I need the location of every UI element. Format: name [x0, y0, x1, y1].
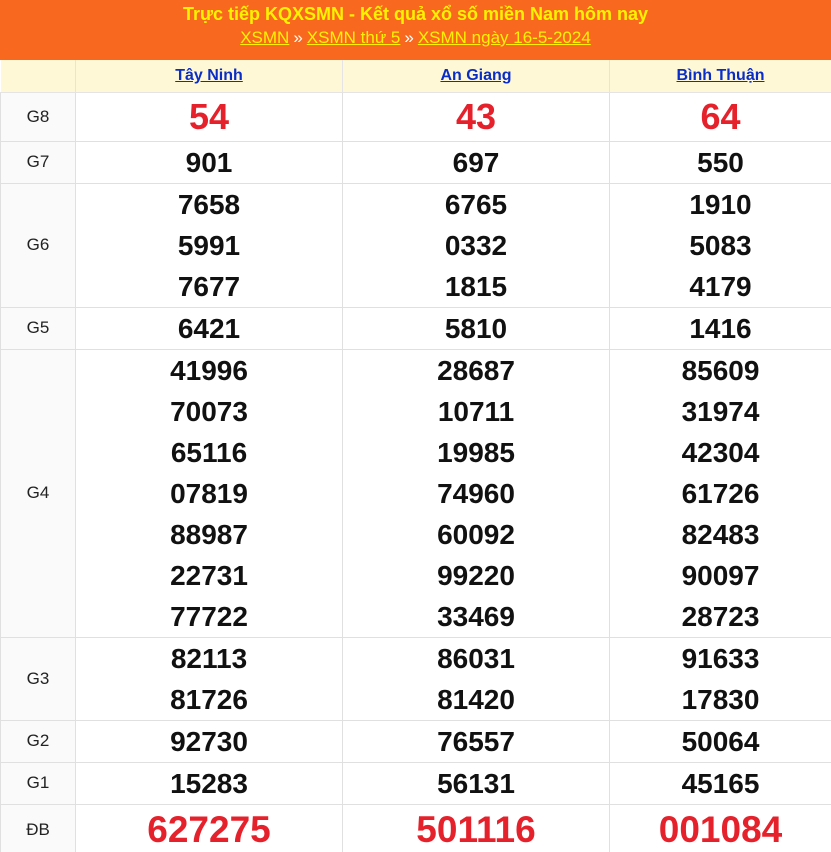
- prize-row-g7: [1, 141, 831, 183]
- prize-cell: [610, 307, 831, 349]
- prize-number: 15283: [170, 767, 248, 799]
- prize-cell: [610, 720, 831, 762]
- prize-cell: [343, 183, 610, 307]
- prize-number: 5083: [689, 229, 752, 261]
- prize-number: 6765: [444, 188, 508, 220]
- prize-cell: [76, 762, 343, 804]
- prize-number: 1910: [689, 188, 752, 220]
- prize-number: 90097: [681, 559, 760, 591]
- prize-label: G8: [1, 92, 76, 141]
- prize-number: 28723: [681, 600, 760, 632]
- prize-label: G5: [1, 307, 76, 349]
- prize-number: 697: [452, 146, 500, 178]
- prize-cell: [343, 637, 610, 720]
- prize-number: 31974: [681, 395, 760, 427]
- prize-cell: [76, 92, 343, 141]
- special-prize-number: 501116: [416, 808, 536, 850]
- prize-number: 81420: [437, 683, 515, 715]
- prize-number: 82113: [170, 642, 248, 674]
- prize-row-db: [1, 804, 831, 852]
- prize-number: 7658: [177, 188, 241, 220]
- prize-row-g8: [1, 92, 831, 141]
- prize-number: 61726: [681, 477, 760, 509]
- breadcrumb-separator: »: [404, 28, 414, 47]
- prize-number: 81726: [170, 683, 248, 715]
- prize-cell: [343, 762, 610, 804]
- breadcrumb: [0, 26, 831, 50]
- prize-number: 4179: [689, 270, 752, 302]
- prize-cell: [76, 804, 343, 852]
- prize-cell: [610, 349, 831, 637]
- prize-number: 43: [455, 95, 497, 137]
- prize-number: 54: [188, 95, 230, 137]
- breadcrumb-xsmn[interactable]: XSMN: [240, 28, 290, 47]
- special-prize-number: 001084: [658, 808, 783, 850]
- prize-number: 0332: [444, 229, 508, 261]
- province-link-binh-thuan[interactable]: Bình Thuận: [676, 66, 765, 84]
- prize-number: 901: [185, 146, 233, 178]
- prize-cell: [610, 637, 831, 720]
- prize-cell: [610, 804, 831, 852]
- breadcrumb-xsmn-date[interactable]: XSMN ngày 16-5-2024: [417, 28, 591, 47]
- prize-number: 91633: [681, 642, 760, 674]
- prize-label: G2: [1, 720, 76, 762]
- prize-number: 41996: [170, 354, 248, 386]
- prize-column-header: [1, 60, 76, 92]
- prize-number: 60092: [437, 518, 515, 550]
- breadcrumb-xsmn-thu-5[interactable]: XSMN thứ 5: [306, 28, 401, 47]
- prize-number: 7677: [177, 270, 241, 302]
- prize-row-g2: [1, 720, 831, 762]
- province-header: [343, 60, 610, 92]
- prize-number: 74960: [437, 477, 515, 509]
- prize-cell: [343, 349, 610, 637]
- page-title: Trực tiếp KQXSMN - Kết quả xổ số miền Nam hôm nay: [182, 4, 649, 24]
- special-prize-number: 627275: [147, 808, 271, 850]
- prize-number: 70073: [170, 395, 248, 427]
- prize-number: 6421: [177, 312, 241, 344]
- prize-number: 88987: [170, 518, 248, 550]
- prize-label: G7: [1, 141, 76, 183]
- province-link-an-giang[interactable]: An Giang: [440, 66, 512, 84]
- prize-row-g4: [1, 349, 831, 637]
- prize-cell: [76, 307, 343, 349]
- prize-number: 76557: [437, 725, 515, 757]
- prize-number: 64: [700, 95, 741, 137]
- prize-cell: [343, 720, 610, 762]
- prize-number: 50064: [681, 725, 760, 757]
- prize-row-g1: [1, 762, 831, 804]
- prize-number: 1416: [689, 312, 752, 344]
- prize-number: 550: [697, 146, 744, 178]
- prize-number: 85609: [681, 354, 760, 386]
- prize-number: 33469: [437, 600, 515, 632]
- page-header: [0, 0, 831, 60]
- prize-cell: [76, 349, 343, 637]
- breadcrumb-separator: »: [293, 28, 303, 47]
- prize-row-g6: [1, 183, 831, 307]
- prize-number: 86031: [437, 642, 515, 674]
- prize-number: 5991: [177, 229, 241, 261]
- prize-cell: [610, 141, 831, 183]
- prize-number: 77722: [170, 600, 248, 632]
- prize-number: 19985: [437, 436, 515, 468]
- prize-number: 1815: [444, 270, 508, 302]
- prize-cell: [343, 141, 610, 183]
- province-header: [76, 60, 343, 92]
- prize-number: 28687: [437, 354, 515, 386]
- prize-cell: [610, 183, 831, 307]
- province-header: [610, 60, 831, 92]
- prize-row-g3: [1, 637, 831, 720]
- prize-number: 56131: [437, 767, 515, 799]
- prize-number: 22731: [170, 559, 248, 591]
- prize-cell: [76, 183, 343, 307]
- prize-cell: [610, 92, 831, 141]
- prize-cell: [343, 92, 610, 141]
- prize-number: 5810: [444, 312, 508, 344]
- province-header-row: [1, 60, 831, 92]
- province-link-tay-ninh[interactable]: Tây Ninh: [175, 66, 243, 84]
- prize-number: 10711: [437, 395, 515, 427]
- prize-cell: [343, 307, 610, 349]
- prize-row-g5: [1, 307, 831, 349]
- prize-label: G1: [1, 762, 76, 804]
- prize-label: ĐB: [1, 804, 76, 852]
- prize-cell: [76, 720, 343, 762]
- prize-cell: [610, 762, 831, 804]
- prize-label: G3: [1, 637, 76, 720]
- prize-number: 07819: [170, 477, 248, 509]
- prize-number: 92730: [170, 725, 248, 757]
- prize-number: 99220: [437, 559, 515, 591]
- prize-cell: [76, 637, 343, 720]
- results-body: [1, 92, 831, 852]
- prize-cell: [76, 141, 343, 183]
- prize-number: 42304: [681, 436, 760, 468]
- prize-number: 65116: [170, 436, 248, 468]
- prize-number: 82483: [681, 518, 760, 550]
- prize-label: G6: [1, 183, 76, 307]
- prize-label: G4: [1, 349, 76, 637]
- prize-number: 17830: [681, 683, 760, 715]
- prize-cell: [343, 804, 610, 852]
- results-table: [0, 60, 831, 852]
- prize-number: 45165: [681, 767, 760, 799]
